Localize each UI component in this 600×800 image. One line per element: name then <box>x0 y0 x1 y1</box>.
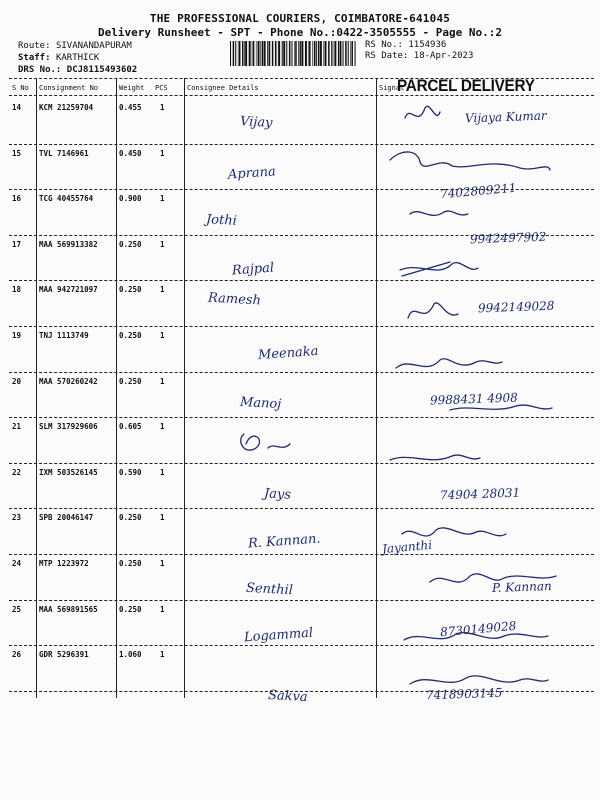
row-signature-handwriting: 9942497902 <box>469 229 547 247</box>
signature-scribble <box>430 574 556 582</box>
row-weight: 0.250 <box>119 376 142 386</box>
row-consignment-number: TVL 7146961 <box>39 148 89 158</box>
route-label: Route: <box>18 41 51 51</box>
drs-value: DCJ8115493602 <box>66 65 138 75</box>
row-signature-handwriting: 7418903145 <box>425 685 503 703</box>
rs-date-label: RS Date: <box>365 51 409 61</box>
row-consignment-number: MAA 942721097 <box>39 285 98 295</box>
row-serial-number: 22 <box>12 467 22 477</box>
row-consignee-handwriting: Manoj <box>239 394 282 412</box>
row-pieces: 1 <box>160 604 165 614</box>
header-sno: S No <box>12 84 29 92</box>
signature-scribble <box>404 633 548 640</box>
rs-number-label: RS No.: <box>365 40 403 50</box>
row-consignee-handwriting: Meenaka <box>257 343 319 364</box>
row-pieces: 1 <box>160 239 165 249</box>
row-serial-number: 23 <box>12 513 22 523</box>
row-consignment-number: KCM 21259704 <box>39 103 94 112</box>
header-consignee: Consignee Details <box>187 84 259 92</box>
row-consignee-handwriting: Logammal <box>243 625 314 645</box>
row-weight: 0.605 <box>119 422 142 432</box>
staff-label: Staff: <box>18 53 51 63</box>
row-consignee-handwriting: Rajpal <box>231 260 275 279</box>
rs-date-value: 18-Apr-2023 <box>413 51 474 61</box>
row-serial-number: 25 <box>12 604 22 614</box>
row-pieces: 1 <box>160 103 165 112</box>
row-consignee-handwriting: Sakva <box>267 688 309 706</box>
row-signature-handwriting: P. Kannan <box>491 578 552 596</box>
rs-number-value: 1154936 <box>408 40 447 50</box>
row-weight: 1.060 <box>119 650 142 660</box>
row-serial-number: 15 <box>12 148 22 158</box>
signature-scribble <box>400 262 478 276</box>
row-weight: 0.590 <box>119 467 142 477</box>
row-consignment-number: GDR 5296391 <box>39 650 89 660</box>
row-serial-number: 21 <box>12 422 22 432</box>
signature-scribble <box>405 106 440 118</box>
header-weight: Weight <box>119 84 145 92</box>
row-pieces: 1 <box>160 376 165 386</box>
row-signature-handwriting: 9942149028 <box>477 299 555 316</box>
row-weight: 0.250 <box>119 239 142 249</box>
row-consignee-handwriting: Vijay <box>239 114 273 131</box>
header-consignment: Consignment No <box>39 84 99 92</box>
row-consignment-number: MAA 570260242 <box>39 376 98 386</box>
row-pieces: 1 <box>160 331 165 340</box>
header-signature: Signat <box>379 84 405 92</box>
company-title: THE PROFESSIONAL COURIERS, COIMBATORE-641045 <box>149 12 451 25</box>
row-signature-handwriting: 74904 28031 <box>439 485 521 503</box>
signature-scribble <box>408 303 458 318</box>
row-pieces: 1 <box>160 285 165 295</box>
row-pieces: 1 <box>160 148 165 158</box>
row-weight: 0.250 <box>119 513 142 523</box>
row-weight: 0.250 <box>119 285 142 295</box>
row-serial-number: 24 <box>12 559 22 568</box>
signature-scribble <box>396 359 502 368</box>
row-consignment-number: SLM 317929606 <box>39 422 98 432</box>
row-consignment-number: TNJ 1113749 <box>39 331 89 340</box>
row-signature-handwriting: Jayanthi <box>381 538 433 557</box>
row-signature-handwriting: 8730149028 <box>439 618 517 639</box>
row-pieces: 1 <box>160 650 165 660</box>
header-pcs: PCS <box>155 84 168 92</box>
row-serial-number: 18 <box>12 285 22 295</box>
row-serial-number: 26 <box>12 650 22 660</box>
row-consignee-handwriting: Jays <box>263 486 292 503</box>
row-serial-number: 19 <box>12 331 22 340</box>
signature-scribble <box>450 405 552 410</box>
row-serial-number: 14 <box>12 103 22 112</box>
row-weight: 0.250 <box>119 331 142 340</box>
row-weight: 0.450 <box>119 148 142 158</box>
row-consignment-number: MTP 1223972 <box>39 559 89 568</box>
runsheet-title: Delivery Runsheet - SPT - Phone No.:0422-3505555 - Page No.:2 <box>98 26 502 39</box>
row-consignee-handwriting: Jothi <box>205 212 238 229</box>
row-consignee-handwriting: Aprana <box>227 163 277 183</box>
row-serial-number: 16 <box>12 194 22 204</box>
row-signature-handwriting: Vijaya Kumar <box>464 108 547 126</box>
row-pieces: 1 <box>160 467 165 477</box>
signature-scribble <box>410 676 548 684</box>
staff-value: KARTHICK <box>55 53 100 63</box>
row-weight: 0.455 <box>119 103 142 112</box>
row-signature-handwriting: 9988431 4908 <box>429 390 519 408</box>
signature-scribble <box>390 455 480 460</box>
row-weight: 0.250 <box>119 559 142 568</box>
row-consignment-number: MAA 569913382 <box>39 239 98 249</box>
signature-scribble <box>241 434 290 450</box>
drs-label: DRS No.: <box>18 65 62 75</box>
signature-scribble <box>390 152 550 170</box>
row-consignment-number: TCG 40455764 <box>39 194 94 204</box>
row-consignee-handwriting: R. Kannan. <box>247 531 321 552</box>
row-weight: 0.250 <box>119 604 142 614</box>
row-serial-number: 20 <box>12 376 22 386</box>
row-weight: 0.900 <box>119 194 142 204</box>
row-pieces: 1 <box>160 513 165 523</box>
row-pieces: 1 <box>160 559 165 568</box>
row-consignment-number: IXM 503526145 <box>39 467 98 477</box>
parcel-delivery-stamp: PARCEL DELIVERY <box>397 76 535 95</box>
row-consignee-handwriting: Ramesh <box>207 291 262 309</box>
row-consignment-number: SPB 20046147 <box>39 513 94 523</box>
signature-scribble <box>410 211 468 215</box>
row-pieces: 1 <box>160 194 165 204</box>
row-consignment-number: MAA 569891565 <box>39 604 98 614</box>
row-signature-handwriting: 7402809211 <box>439 180 517 201</box>
route-value: SIVANANDAPURAM <box>55 41 132 51</box>
row-pieces: 1 <box>160 422 165 432</box>
row-consignee-handwriting: Senthil <box>245 580 294 599</box>
row-serial-number: 17 <box>12 239 22 249</box>
signature-scribble <box>402 528 506 536</box>
